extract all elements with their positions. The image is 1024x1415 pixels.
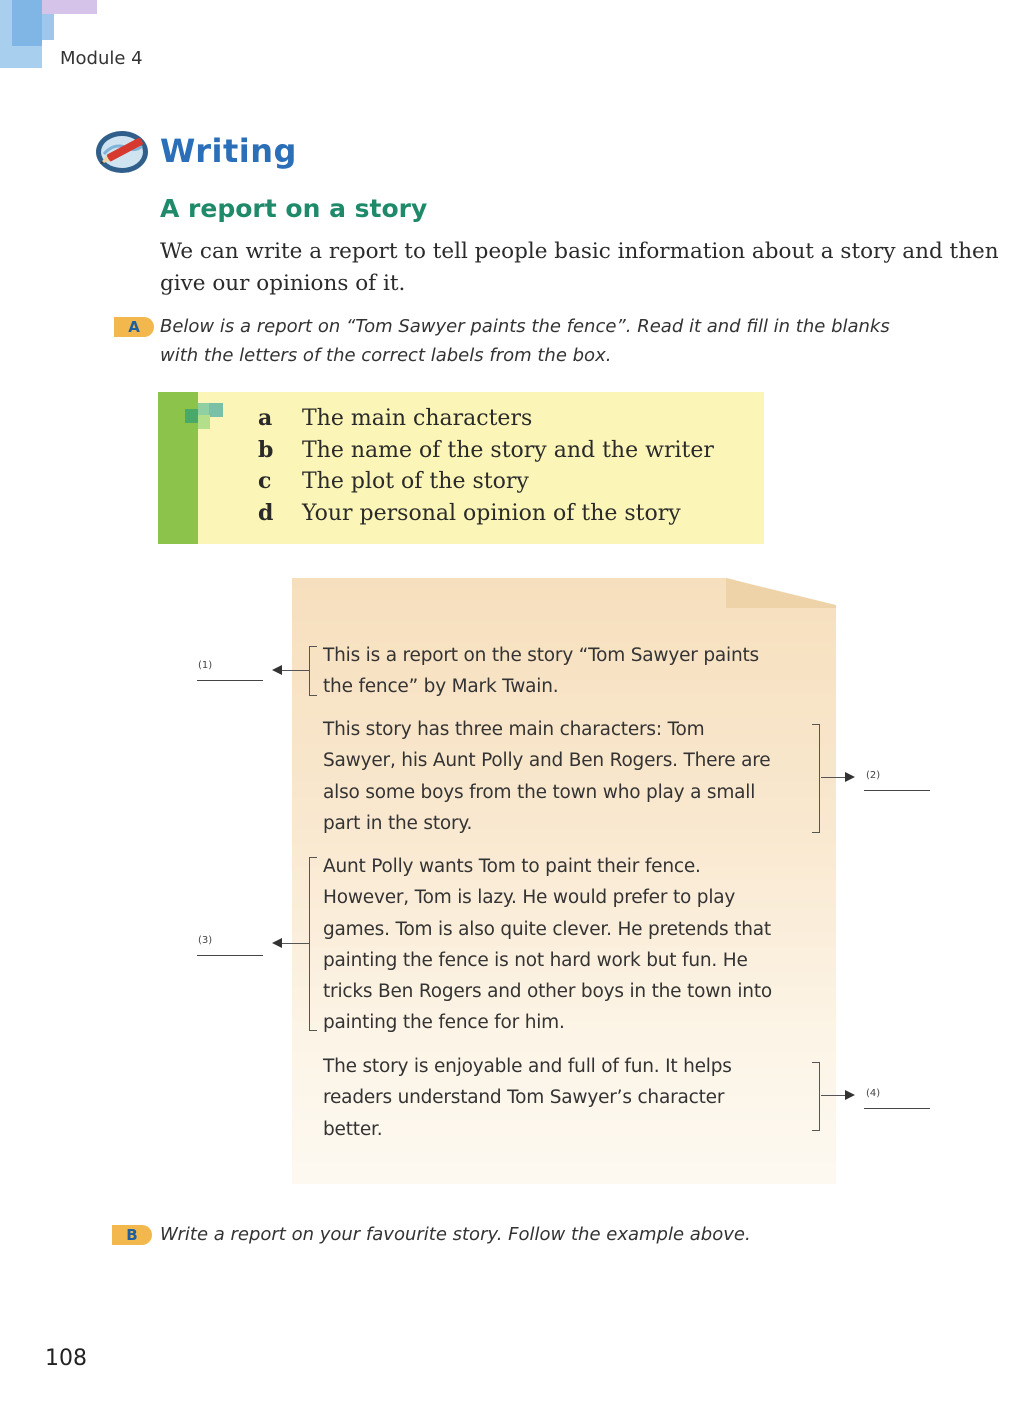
intro-text: We can write a report to tell people basic information about a story and then give our opinions of it. xyxy=(160,239,999,296)
bracket-3 xyxy=(309,857,317,1031)
report-line: Sawyer, his Aunt Polly and Ben Rogers. There are xyxy=(323,750,771,772)
corner-decoration-inner xyxy=(12,0,42,46)
connector-3 xyxy=(280,943,309,944)
report-line: readers understand Tom Sawyer’s character xyxy=(323,1087,725,1109)
report-line: This is a report on the story “Tom Sawyer paints xyxy=(323,645,759,666)
exercise-b-instruction: Write a report on your favourite story. Follow the example above. xyxy=(160,1224,751,1245)
page-number: 108 xyxy=(45,1346,87,1371)
pencil-globe-icon xyxy=(94,124,154,174)
report-line: part in the story. xyxy=(323,812,473,834)
blank-number-2: (2) xyxy=(866,770,881,781)
report-line: This story has three main characters: Tom xyxy=(323,719,705,740)
label-text: Your personal opinion of the story xyxy=(302,500,681,526)
arrow-left-icon xyxy=(272,665,282,675)
bracket-1 xyxy=(309,646,317,696)
exercise-b-badge: B xyxy=(112,1225,152,1245)
label-letter: b xyxy=(258,436,274,463)
connector-1 xyxy=(280,670,309,671)
bracket-2 xyxy=(812,724,820,833)
arrow-left-icon xyxy=(272,938,282,948)
arrow-right-icon xyxy=(845,772,855,782)
report-line: also some boys from the town who play a small xyxy=(323,781,756,803)
answer-blank-3[interactable] xyxy=(197,955,263,956)
bracket-4 xyxy=(812,1062,820,1131)
exercise-a-badge: A xyxy=(114,317,154,337)
label-letter: d xyxy=(258,499,274,526)
label-text: The name of the story and the writer xyxy=(302,437,714,463)
decor-square xyxy=(185,409,199,423)
answer-blank-2[interactable] xyxy=(864,790,930,791)
label-text: The main characters xyxy=(302,406,533,431)
label-item xyxy=(258,403,714,435)
report-paragraph-4 xyxy=(323,1051,818,1145)
decor-square xyxy=(198,415,210,429)
report-line: painting the fence is not hard work but fun. He xyxy=(323,949,748,971)
label-box xyxy=(158,392,764,544)
report-line: tricks Ben Rogers and other boys in the town into xyxy=(323,981,772,1003)
arrow-right-icon xyxy=(845,1090,855,1100)
module-label: Module 4 xyxy=(60,48,143,69)
blank-number-3: (3) xyxy=(198,935,213,946)
label-item xyxy=(258,435,714,467)
connector-2 xyxy=(821,777,845,778)
label-item xyxy=(258,466,714,498)
connector-4 xyxy=(821,1095,845,1096)
report-line: painting the fence for him. xyxy=(323,1012,565,1034)
label-item xyxy=(258,498,714,530)
section-subtitle: A report on a story xyxy=(160,194,428,223)
report-paragraph-1 xyxy=(323,640,818,703)
report-line: However, Tom is lazy. He would prefer to play xyxy=(323,887,736,909)
answer-blank-4[interactable] xyxy=(864,1108,930,1109)
label-letter: a xyxy=(258,405,273,431)
report-line: the fence” by Mark Twain. xyxy=(323,676,559,698)
report-paragraph-3 xyxy=(323,851,818,1039)
label-list xyxy=(258,403,714,529)
report-line: games. Tom is also quite clever. He pretends that xyxy=(323,918,771,940)
blank-number-1: (1) xyxy=(198,660,213,671)
paper-fold xyxy=(726,578,836,608)
decor-square xyxy=(209,403,223,417)
report-line: better. xyxy=(323,1118,383,1140)
answer-blank-1[interactable] xyxy=(197,680,263,681)
instruction-line: with the letters of the correct labels from the box. xyxy=(160,345,612,366)
report-line: Aunt Polly wants Tom to paint their fence. xyxy=(323,856,701,877)
label-letter: c xyxy=(258,468,272,494)
report-line: The story is enjoyable and full of fun. It helps xyxy=(323,1056,732,1077)
section-title: Writing xyxy=(160,132,297,170)
label-text: The plot of the story xyxy=(302,469,529,494)
corner-decoration-top xyxy=(42,0,97,14)
exercise-a-instruction xyxy=(160,312,1000,370)
blank-number-4: (4) xyxy=(866,1088,881,1099)
report-paragraph-2 xyxy=(323,714,818,839)
instruction-line: Below is a report on “Tom Sawyer paints the fence”. Read it and fill in the blanks xyxy=(160,316,890,337)
